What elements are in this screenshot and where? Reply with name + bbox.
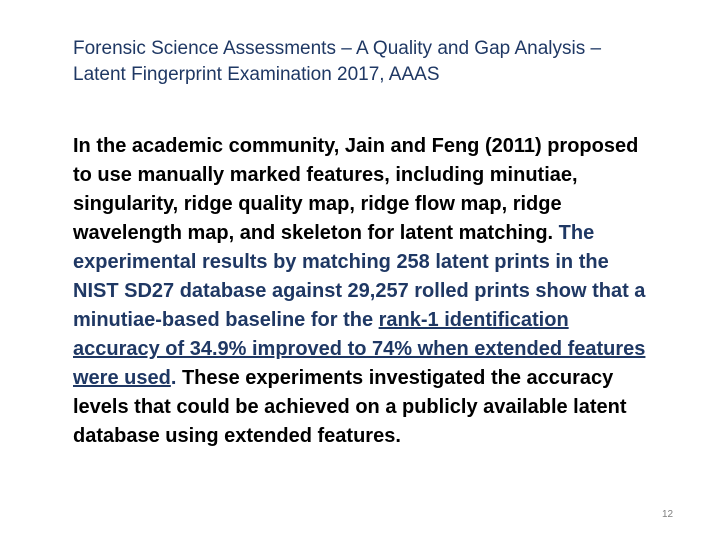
body-accuracy-highlight: rank-1 identification accuracy of 34.9% improved to 74% when extended features were used [73,309,646,389]
body-intro-text: In the academic community, Jain and Feng (2011) proposed to use manually marked features, including minutiae, singularity, ridge quality map, ridge flow map, ridge wavelength map, and skeleton for latent matching. [73,135,639,244]
page-number: 12 [662,509,674,520]
body-paragraph [73,132,653,451]
slide-title: Forensic Science Assessments – A Quality and Gap Analysis – Latent Fingerprint Examination 2017, AAAS [73,38,602,85]
body-results-period: . [170,367,177,389]
body-results-text: The experimental results by matching 258 latent prints in the NIST SD27 database against 29,257 rolled prints show that a minutiae-based baseline for the [73,222,646,331]
body-conclusion-text: These experiments investigated the accuracy levels that could be achieved on a publicly available latent database using extended features. [73,367,627,447]
